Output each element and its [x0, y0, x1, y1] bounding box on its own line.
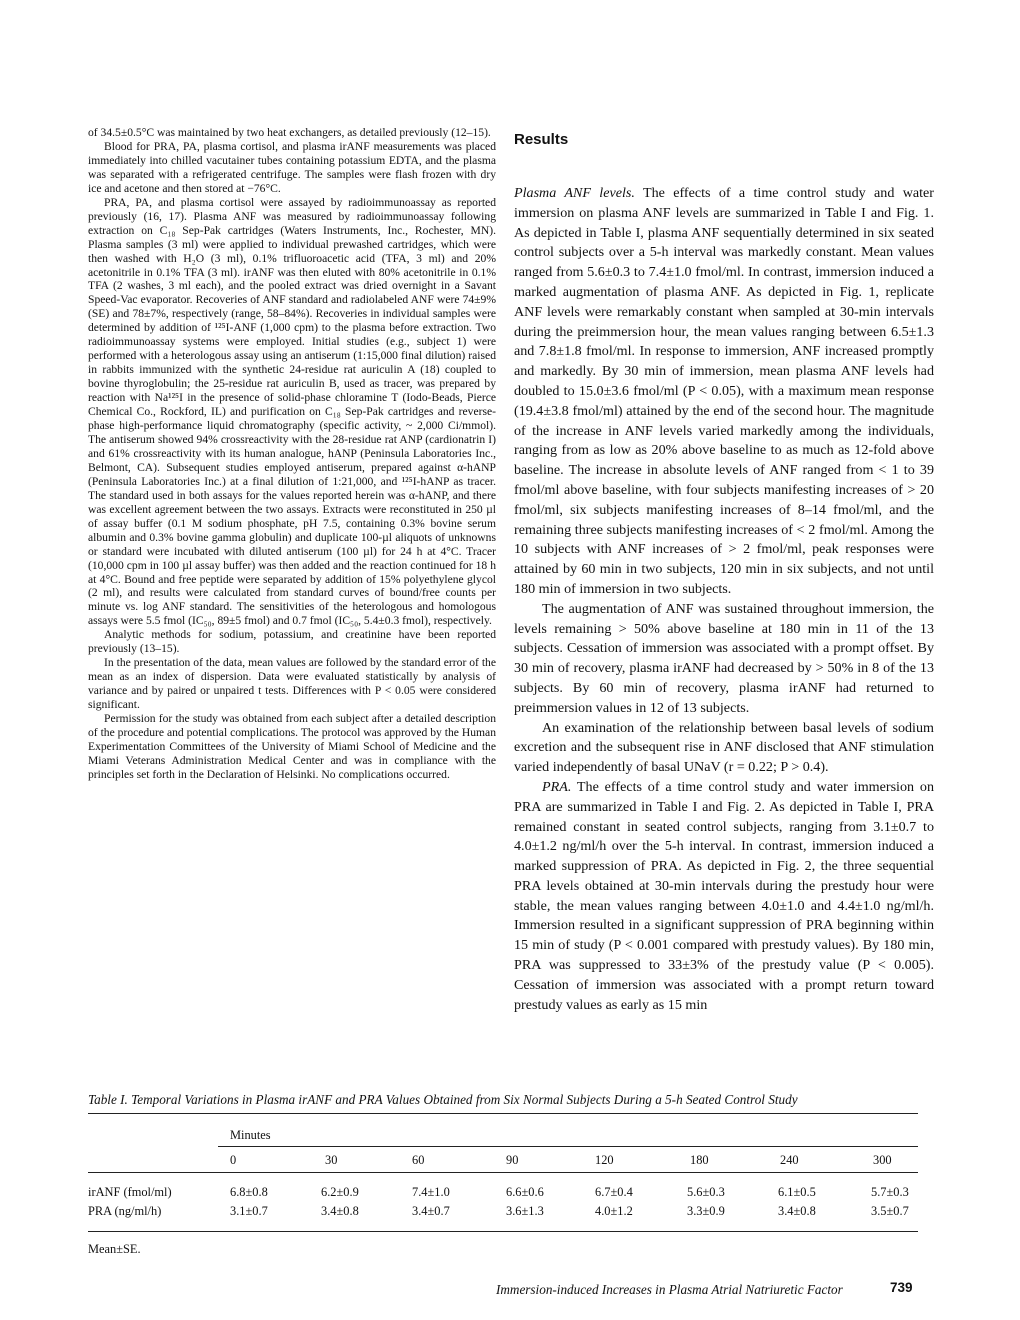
table-cell: 3.4±0.8: [778, 1204, 816, 1218]
table-cell: 6.8±0.8: [230, 1185, 268, 1199]
table-rule-group: [218, 1146, 918, 1147]
table-cell: 7.4±1.0: [412, 1185, 450, 1199]
table-cell: 6.2±0.9: [321, 1185, 359, 1199]
table-cell: 5.6±0.3: [687, 1185, 725, 1199]
results-paragraph: An examination of the relationship between basal levels of sodium excretion and the subsequent rise in ANF disclosed that ANF stimulation varied independently of basal UNaV (r = 0.22; P > 0.4).: [514, 719, 934, 776]
results-paragraph: [514, 778, 934, 1016]
paragraph-text: The effects of a time control study and water immersion on PRA are summarized in Table I and Fig. 2. As depicted in Table I, PRA remained constant in seated control subjects, ranging from 3.1±0.7 to 4.0±1.2 ng/ml/h over the 5-h interval. In contrast, immersion induced a marked suppression of PRA. As depicted in Fig. 2, the three sequential PRA levels obtained at 30-min intervals during the prestudy hour were stable, the mean values ranging between 4.0±1.0 and 4.4±1.0 ng/ml/h. Immersion resulted in a significant suppression of PRA beginning within 15 min of study (P < 0.001 compared with prestudy values). By 180 min, PRA was suppressed to 33±3% of the prestudy value (P < 0.005). Cessation of immersion was associated with a prompt return toward prestudy values as early as 15 min: [514, 778, 934, 1013]
row-label: PRA (ng/ml/h): [88, 1204, 162, 1218]
column-header: 30: [325, 1153, 338, 1167]
results-heading: Results: [514, 131, 569, 148]
results-paragraph: [514, 184, 934, 600]
table-cell: 6.1±0.5: [778, 1185, 816, 1199]
table-cell: 3.6±1.3: [506, 1204, 544, 1218]
table-rule-header: [88, 1172, 918, 1173]
column-header: 120: [595, 1153, 614, 1167]
row-label: irANF (fmol/ml): [88, 1185, 172, 1199]
paragraph-text: The effects of a time control study and water immersion on plasma ANF levels are summarized in Table I and Fig. 1. As depicted in Table I, plasma ANF sequentially determined in six seated control subjects over a 5-h interval was markedly constant. Mean values ranged from 5.6±0.3 to 7.4±1.0 fmol/ml. In contrast, immersion induced a marked augmentation of plasma ANF. As depicted in Fig. 1, replicate ANF levels were remarkably constant when sampled at 30-min intervals during the preimmersion hour, the mean values ranging between 6.5±1.3 and 7.8±1.8 fmol/ml. In response to immersion, ANF increased promptly and markedly. By 30 min of immersion, mean plasma ANF levels had doubled to 15.0±3.6 fmol/ml (P < 0.05), with a maximum mean response (19.4±3.8 fmol/ml) attained by the end of the second hour. The magnitude of the increase in ANF levels varied markedly among the individuals, ranging from as low as 20% above baseline to as much as 12-fold above baseline. The increase in absolute levels of ANF ranged from < 1 to 39 fmol/ml above baseline, with four subjects manifesting increases of > 20 fmol/ml, six subjects manifesting increases of 8–14 fmol/ml, and the remaining three subjects manifesting increases of < 2 fmol/ml. Among the 10 subjects with ANF increases of > 2 fmol/ml, peak responses were attained by 60 min in two subjects, 120 min in six subjects, and not until 180 min of immersion in two subjects.: [514, 185, 934, 597]
running-title: Immersion-induced Increases in Plasma Atrial Natriuretic Factor: [496, 1282, 843, 1297]
methods-paragraph: of 34.5±0.5°C was maintained by two heat exchangers, as detailed previously (12–15).: [88, 126, 491, 139]
column-header: 240: [780, 1153, 799, 1167]
column-header: 90: [506, 1153, 519, 1167]
column-header: 180: [690, 1153, 709, 1167]
table-rule-bottom: [88, 1231, 918, 1232]
results-column: [514, 130, 934, 1015]
table-cell: 3.5±0.7: [871, 1204, 909, 1218]
table-caption: Table I. Temporal Variations in Plasma irANF and PRA Values Obtained from Six Normal Subjects During a 5-h Seated Control Study: [88, 1092, 798, 1107]
methods-paragraph: Analytic methods for sodium, potassium, and creatinine have been reported previously (13–15).: [88, 628, 496, 656]
table-cell: 3.4±0.7: [412, 1204, 450, 1218]
table-cell: 5.7±0.3: [871, 1185, 909, 1199]
column-header: 300: [873, 1153, 892, 1167]
methods-paragraph: In the presentation of the data, mean values are followed by the standard error of the mean as an index of dispersion. Data were evaluated statistically by analysis of variance and by paired or unpaired t tests. Differences with P < 0.05 were considered significant.: [88, 656, 496, 712]
page-number: 739: [890, 1280, 913, 1295]
table-cell: 6.6±0.6: [506, 1185, 544, 1199]
subsection-runin-heading: Plasma ANF levels.: [514, 185, 635, 201]
table-footnote: Mean±SE.: [88, 1242, 141, 1256]
column-header: 60: [412, 1153, 425, 1167]
subsection-runin-heading: PRA.: [542, 778, 572, 795]
methods-paragraph: Permission for the study was obtained from each subject after a detailed description of the procedure and potential complications. The protocol was approved by the Human Experimentation Committees of the University of Miami School of Medicine and the Miami Veterans Administration Medical Center and was in compliance with the principles set forth in the Declaration of Helsinki. No complications occurred.: [88, 712, 496, 781]
column-header: 0: [230, 1153, 237, 1167]
results-paragraph: The augmentation of ANF was sustained throughout immersion, the levels remaining > 50% above baseline at 180 min in 11 of the 13 subjects. Cessation of immersion was associated with a prompt offset. By 30 min of recovery, plasma irANF had decreased by > 50% in 8 of the 13 subjects. By 60 min of recovery, plasma irANF had returned to preimmersion values in 12 of 13 subjects.: [514, 600, 934, 716]
table-cell: 3.4±0.8: [321, 1204, 359, 1218]
methods-column: [88, 126, 496, 782]
table-cell: 6.7±0.4: [595, 1185, 633, 1199]
table-cell: 3.1±0.7: [230, 1204, 268, 1218]
methods-paragraph: Blood for PRA, PA, plasma cortisol, and plasma irANF measurements was placed immediately into chilled vacutainer tubes containing potassium EDTA, and the plasma was separated with a refrigerated centrifuge. The samples were flash frozen with dry ice and acetone and then stored at −76°C.: [88, 139, 496, 195]
table-cell: 3.3±0.9: [687, 1204, 725, 1218]
methods-paragraph: PRA, PA, and plasma cortisol were assayed by radioimmunoassay as reported previously (16, 17). Plasma ANF was measured by radioimmunoassay following extraction on C₁₈ Sep-Pak cartridges (Waters Instruments, Inc., Rochester, MN). Plasma samples (3 ml) were applied to individual prewashed cartridges, which were then washed with H₂O (3 ml), 0.1% trifluoroacetic acid (TFA, 3 ml) and 20% acetonitrile in 0.1% TFA (3 ml). irANF was then eluted with 80% acetonitrile in 0.1% TFA (2 washes, 3 ml each), and the pooled extract was dried overnight in a Savant Speed-Vac evaporator. Recoveries of ANF standard and radiolabeled ANF were 74±9% (SE) and 78±7%, respectively (range, 58–84%). Recoveries in individual samples were determined by addition of ¹²⁵I-ANF (1,000 cpm) to the plasma before extraction. Two radioimmunoassay systems were employed. Initial studies (e.g., subject 1) were performed with a heterologous assay using an antiserum (1:15,000 final dilution) raised in rabbits immunized with the synthetic 24-residue rat auriculin A (18) coupled to bovine thyroglobulin; the 25-residue rat auriculin B, used as tracer, was prepared by reaction with Na¹²⁵I in the presence of solid-phase chloramine T (Iodo-Beads, Pierce Chemical Co., Rockford, IL) and purification on C₁₈ Sep-Pak cartridges and reverse-phase high-performance liquid chromatography (specific activity, ~ 2,000 Ci/mmol). The antiserum showed 94% crossreactivity with the 28-residue rat ANP (cardionatrin I) and 61% crossreactivity with its human analogue, hANP (Peninsula Laboratories Inc., Belmont, CA). Subsequent studies employed antiserum, prepared against α-hANP (Peninsula Laboratories Inc.) at a final dilution of 1:21,000, and ¹²⁵I-hANP as tracer. The standard used in both assays for the values reported herein was α-hANP, and there was excellent agreement between the two assays. Extracts were reconstituted in 250 µl of assay buffer (0.1 M sodium phosphate, pH 7.5, containing 0.3% bovine serum albumin and 0.3% bovine gamma globulin) and duplicate 100-µl aliquots of unknowns or standard were incubated with diluted antiserum (100 µl) for 24 h at 4°C. Tracer (10,000 cpm in 100 µl assay buffer) was then added and the reaction continued for 18 h at 4°C. Bound and free peptide were separated by addition of 15% polyethylene glycol (2 ml), and results were calculated from standard curves of bound/free counts per minute vs. log ANF standard. The sensitivities of the heterologous and homologous assays were 5.5 fmol (IC₅₀, 89±5 fmol) and 0.7 fmol (IC₅₀, 5.4±0.3 fmol), respectively.: [88, 195, 496, 628]
table-rule-top: [88, 1113, 918, 1114]
table-cell: 4.0±1.2: [595, 1204, 633, 1218]
table-group-header: Minutes: [230, 1128, 271, 1142]
